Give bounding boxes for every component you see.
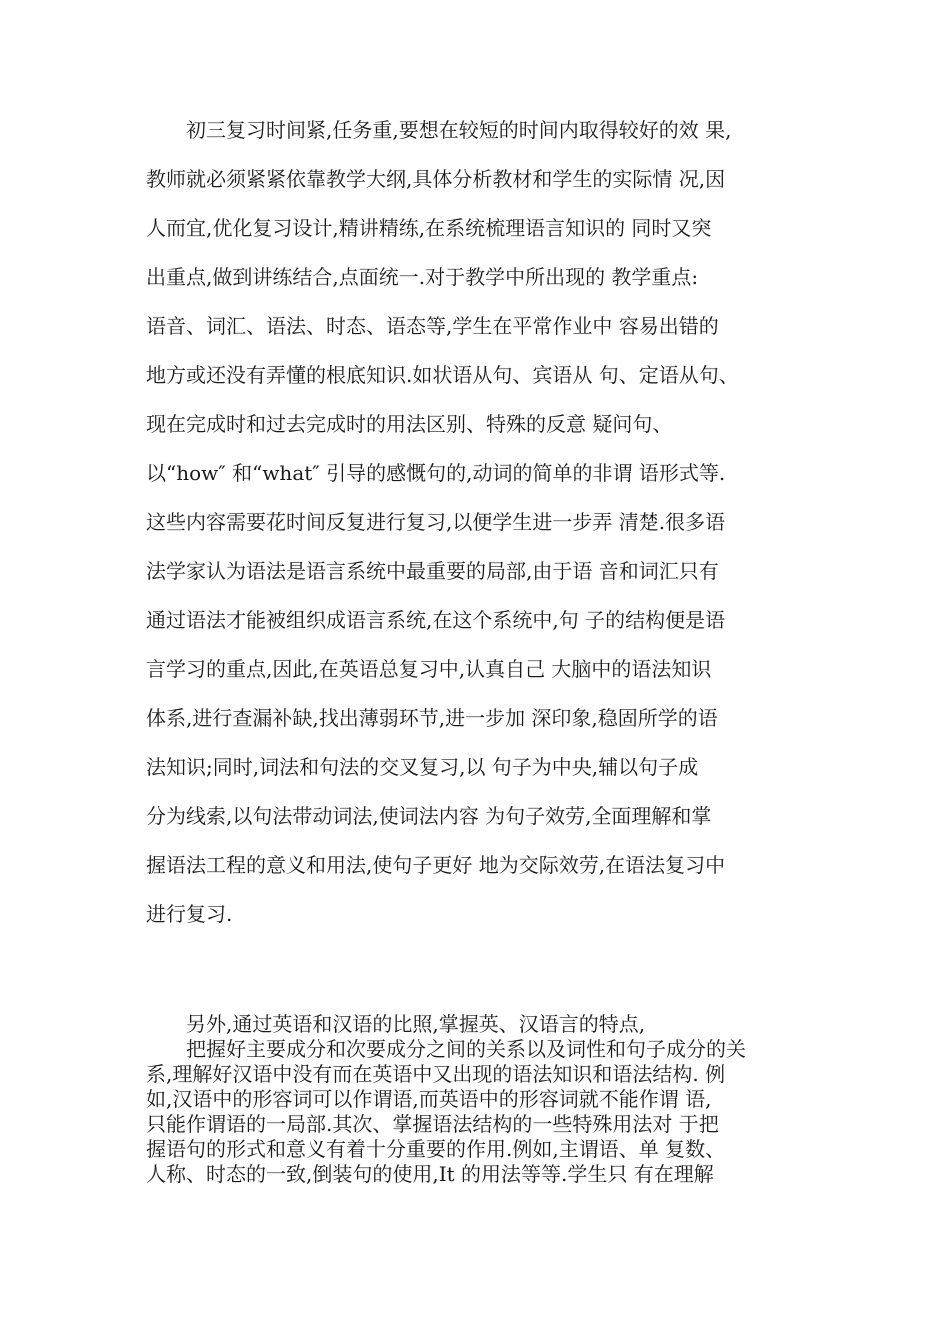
- text-line: 语音、词汇、语法、时态、语态等,学生在平常作业中 容易出错的: [146, 314, 719, 338]
- text-line: 进行复习.: [146, 902, 233, 926]
- text-line: 人而宜,优化复习设计,精讲精练,在系统梳理语言知识的 同时又突: [146, 216, 712, 240]
- paragraph-2: [146, 1012, 826, 1187]
- text-line: 教师就必须紧紧依靠教学大纲,具体分析教材和学生的实际情 况,因: [146, 167, 726, 191]
- text-line: 现在完成时和过去完成时的用法区别、特殊的反意 疑问句、: [146, 412, 673, 436]
- paragraph-1: [146, 106, 826, 939]
- text-line: 只能作谓语的一局部.其次、掌握语法结构的一些特殊用法对 于把: [146, 1112, 719, 1136]
- text-line: 体系,进行查漏补缺,找出薄弱环节,进一步加 深印象,稳固所学的语: [146, 706, 718, 730]
- text-line: 握语句的形式和意义有着十分重要的作用.例如,主谓语、单 复数、: [146, 1137, 726, 1161]
- text-line: 握语法工程的意义和用法,使句子更好 地为交际效劳,在语法复习中: [146, 853, 726, 877]
- text-line: 如,汉语中的形容词可以作谓语,而英语中的形容词就不能作谓 语,: [146, 1087, 712, 1111]
- text-line: 言学习的重点,因此,在英语总复习中,认真自己 大脑中的语法知识: [146, 657, 712, 681]
- text-line: 通过语法才能被组织成语言系统,在这个系统中,句 子的结构便是语: [146, 608, 726, 632]
- text-line: 出重点,做到讲练结合,点面统一.对于教学中所出现的 教学重点:: [146, 265, 699, 289]
- text-line: 以“how″ 和“what″ 引导的感慨句的,动词的简单的非谓 语形式等.: [146, 461, 726, 485]
- text-line: 系,理解好汉语中没有而在英语中又出现的语法知识和语法结构. 例: [146, 1062, 726, 1086]
- text-line: 人称、时态的一致,倒装句的使用,It 的用法等等.学生只 有在理解: [146, 1162, 714, 1186]
- text-line: 地方或还没有弄懂的根底知识.如状语从句、宾语从 句、定语从句、: [146, 363, 739, 387]
- text-line: 法知识;同时,词法和句法的交叉复习,以 句子为中央,辅以句子成: [146, 755, 699, 779]
- text-line: 这些内容需要花时间反复进行复习,以便学生进一步弄 清楚.很多语: [146, 510, 726, 534]
- text-line: 另外,通过英语和汉语的比照,掌握英、汉语言的特点,: [146, 1012, 646, 1036]
- text-line: 初三复习时间紧,任务重,要想在较短的时间内取得较好的效 果,: [146, 118, 732, 142]
- text-line: 分为线索,以句法带动词法,使词法内容 为句子效劳,全面理解和掌: [146, 804, 712, 828]
- text-line: 法学家认为语法是语言系统中最重要的局部,由于语 音和词汇只有: [146, 559, 719, 583]
- text-line: 把握好主要成分和次要成分之间的关系以及词性和句子成分的关: [146, 1037, 746, 1061]
